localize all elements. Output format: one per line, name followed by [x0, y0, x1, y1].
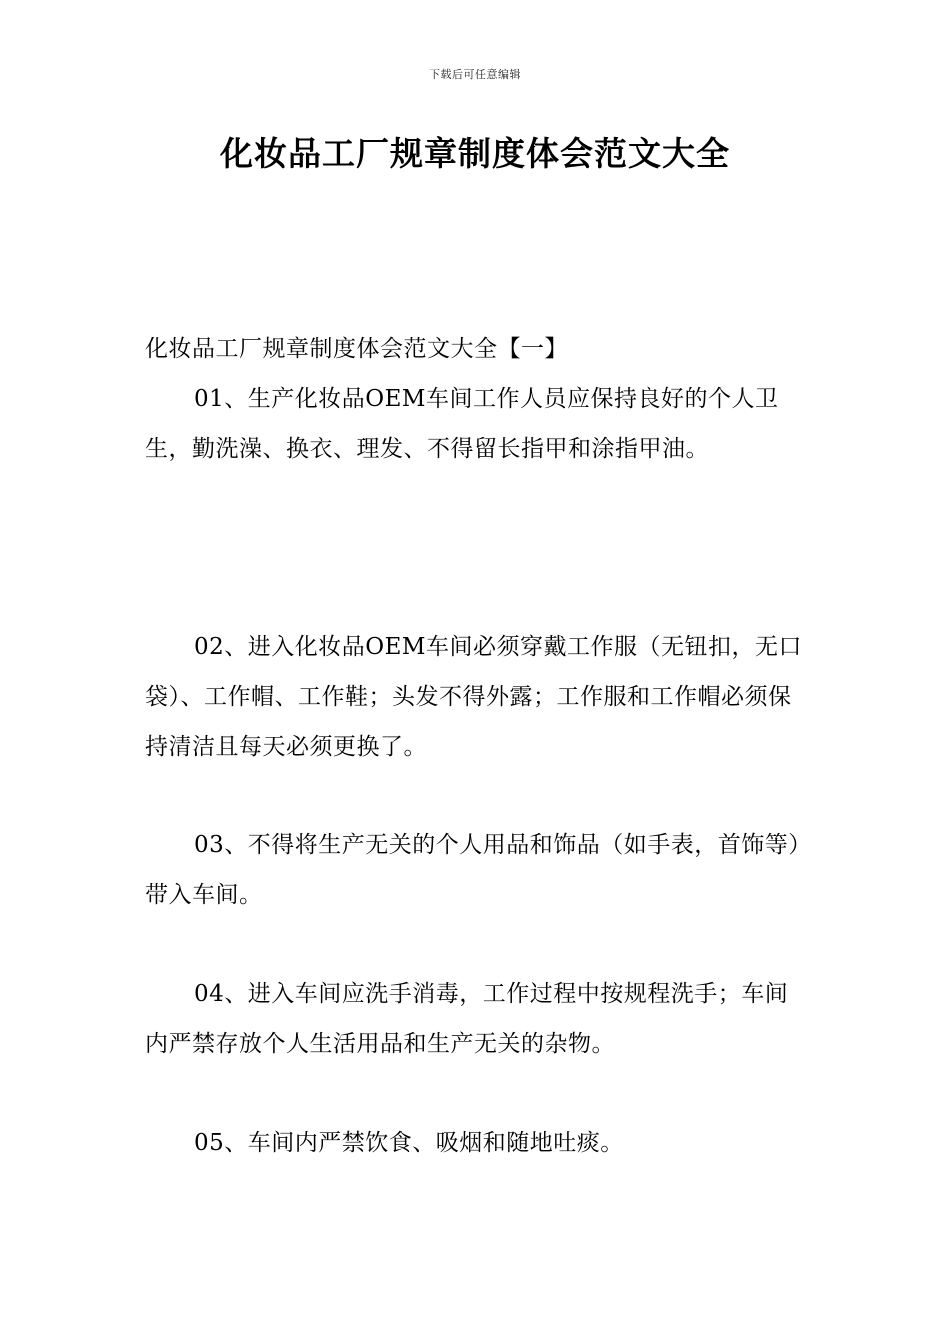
- paragraph-03: 03、不得将生产无关的个人用品和饰品（如手表，首饰等）带入车间。: [145, 832, 801, 908]
- paragraph-01: 01、生产化妆品OEM车间工作人员应保持良好的个人卫生，勤洗澡、换衣、理发、不得留长指甲和涂指甲油。: [145, 386, 779, 462]
- paragraph-05: 05、车间内严禁饮食、吸烟和随地吐痰。: [194, 1130, 624, 1156]
- header-note: 下载后可任意编辑: [429, 68, 521, 81]
- document-title: 化妆品工厂规章制度体会范文大全: [220, 134, 730, 173]
- section-heading: 化妆品工厂规章制度体会范文大全【一】: [145, 336, 568, 362]
- paragraph-04: 04、进入车间应洗手消毒，工作过程中按规程洗手；车间内严禁存放个人生活用品和生产无关的杂物。: [145, 981, 789, 1057]
- paragraph-02: 02、进入化妆品OEM车间必须穿戴工作服（无钮扣，无口袋）、工作帽、工作鞋；头发不得外露；工作服和工作帽必须保持清洁且每天必须更换了。: [145, 634, 802, 760]
